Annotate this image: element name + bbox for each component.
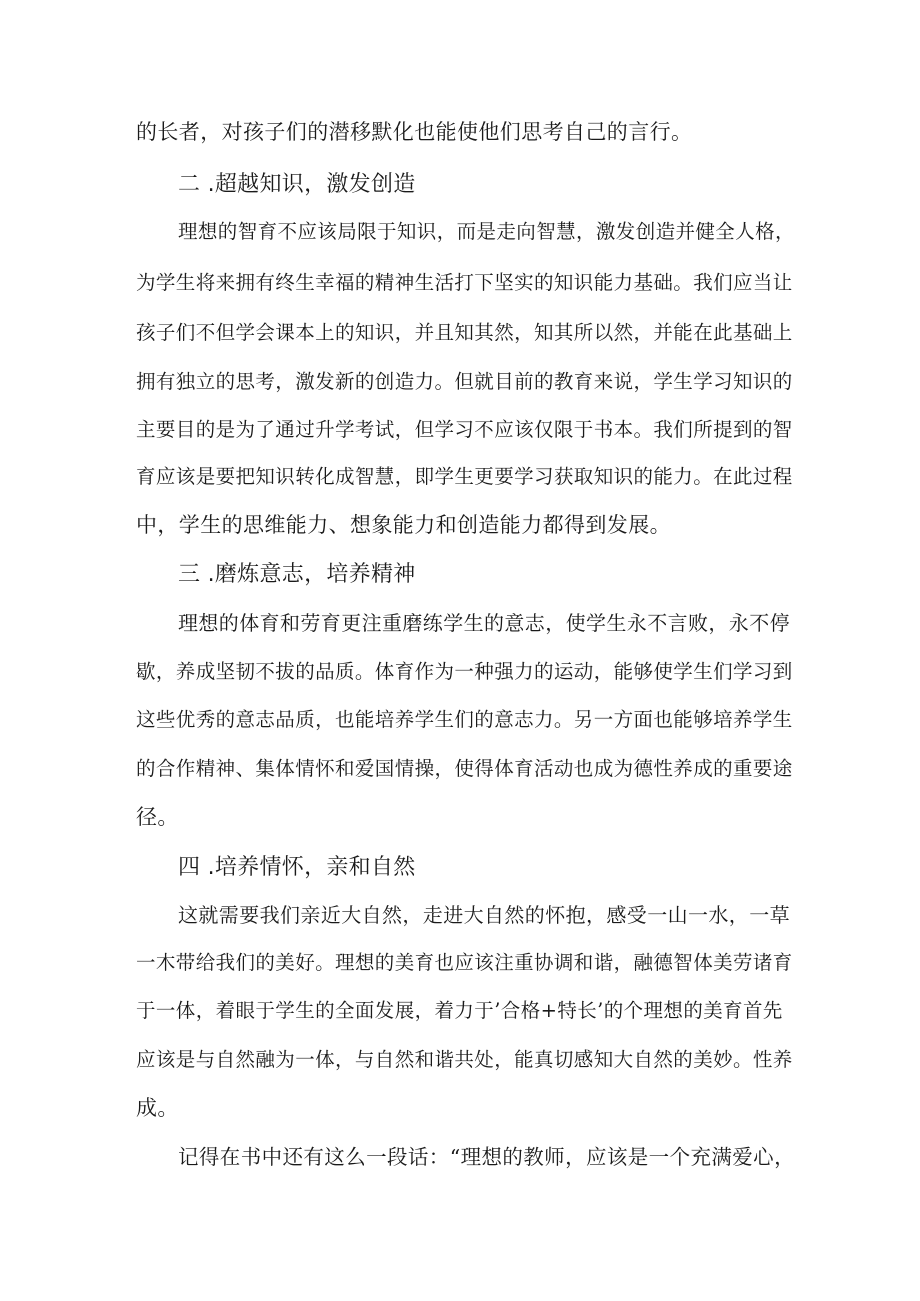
- paragraph-line: 成。: [136, 1096, 179, 1120]
- paragraph-line: 理想的智育不应该局限于知识，而是走向智慧，激发创造并健全人格，: [178, 220, 795, 243]
- paragraph-line: 孩子们不但学会课本上的知识，并且知其然，知其所以然，并能在此基础上: [136, 321, 793, 344]
- paragraph-line: 应该是与自然融为一体，与自然和谐共处，能真切感知大自然的美妙。性养: [136, 1048, 793, 1071]
- paragraph-line: 中，学生的思维能力、想象能力和创造能力都得到发展。: [136, 513, 671, 537]
- paragraph-line: 为学生将来拥有终生幸福的精神生活打下坚实的知识能力基础。我们应当让: [136, 271, 793, 294]
- paragraph-line: 歇，养成坚韧不拔的品质。体育作为一种强力的运动，能够使学生们学习到: [136, 660, 793, 683]
- paragraph-line: 拥有独立的思考，激发新的创造力。但就目前的教育来说，学生学习知识的: [136, 370, 793, 393]
- section-heading-2: 二 .超越知识，激发创造: [178, 172, 416, 197]
- paragraph-line: 一木带给我们的美好。理想的美育也应该注重协调和谐，融德智体美劳诸育: [136, 951, 793, 974]
- intro-line: 的长者，对孩子们的潜移默化也能使他们思考自己的言行。: [136, 120, 693, 144]
- section-heading-3: 三 .磨炼意志，培养精神: [178, 562, 416, 587]
- paragraph-line: 径。: [136, 805, 179, 829]
- closing-line: 记得在书中还有这么一段话：“理想的教师，应该是一个充满爱心，: [178, 1145, 795, 1169]
- paragraph-line: 于一体，着眼于学生的全面发展，着力于’合格+特长’的个理想的美育首先: [136, 999, 783, 1022]
- paragraph-line: 这些优秀的意志品质，也能培养学生们的意志力。另一方面也能够培养学生: [136, 708, 793, 731]
- paragraph-line: 理想的体育和劳育更注重磨练学生的意志，使学生永不言败，永不停: [178, 611, 790, 635]
- paragraph-line: 主要目的是为了通过升学考试，但学习不应该仅限于书本。我们所提到的智: [136, 418, 793, 441]
- paragraph-line: 育应该是要把知识转化成智慧，即学生更要学习获取知识的能力。在此过程: [136, 465, 793, 488]
- section-heading-4: 四 .培养情怀，亲和自然: [178, 855, 416, 880]
- paragraph-line: 这就需要我们亲近大自然，走进大自然的怀抱，感受一山一水，一草: [178, 903, 790, 927]
- paragraph-line: 的合作精神、集体情怀和爱国情操，使得体育活动也成为德性养成的重要途: [136, 757, 793, 780]
